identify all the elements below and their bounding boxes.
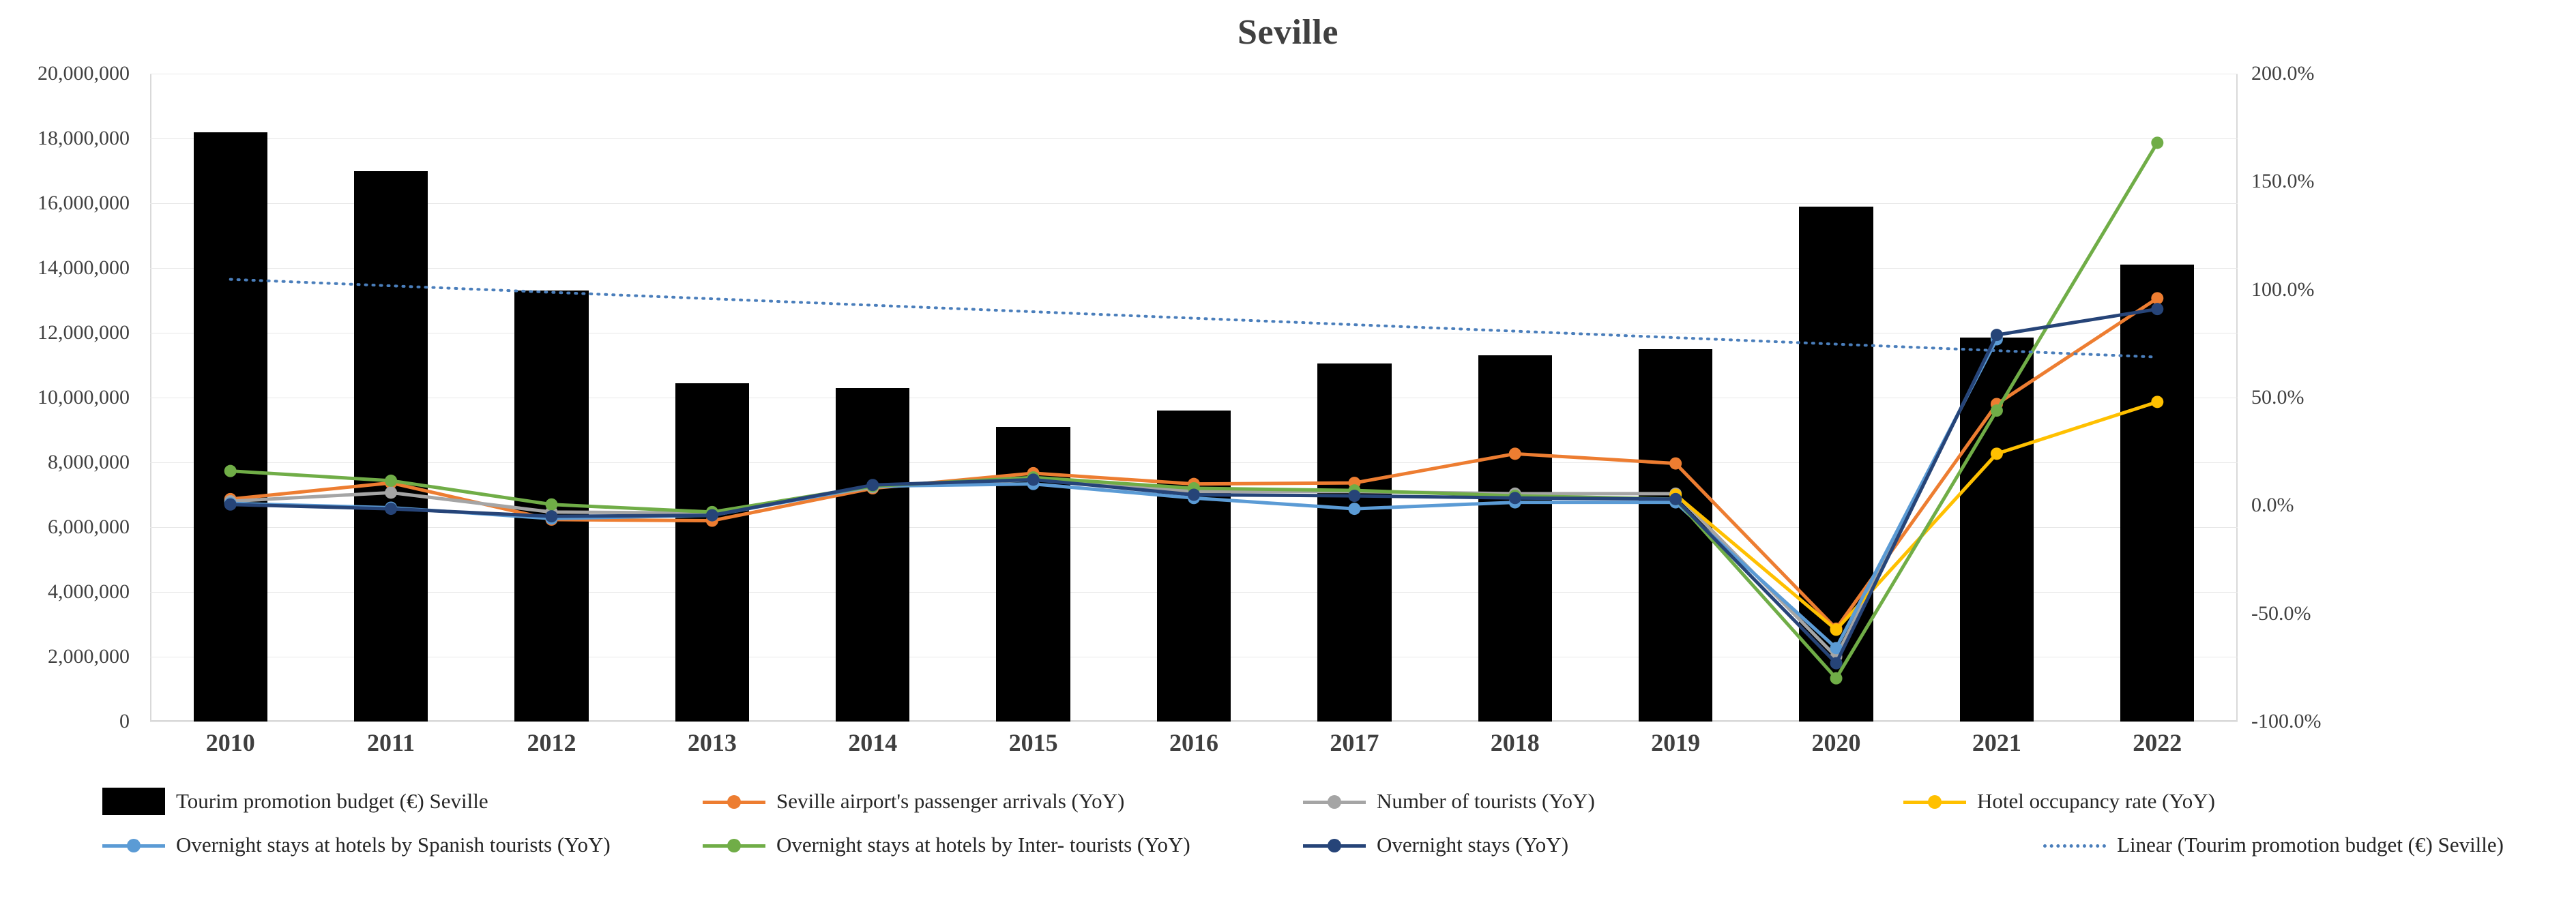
y-axis-right-tick-label: 50.0% [2251,386,2304,408]
y-axis-left-tick-label: 18,000,000 [38,127,130,149]
x-axis-tick-label: 2022 [2133,729,2182,756]
legend-label: Overnight stays (YoY) [1377,833,1569,857]
legend-label: Overnight stays at hotels by Inter- tourists (YoY) [776,833,1190,857]
legend-swatch [1903,790,1966,813]
line-series-layer [150,74,2238,722]
y-axis-left-tick-label: 4,000,000 [48,580,130,603]
series-point [1348,503,1360,515]
series-point [385,486,397,499]
legend-swatch-dotted-line [2043,844,2106,848]
y-axis-left-tick-label: 2,000,000 [48,645,130,668]
series-point [545,499,557,511]
y-axis-left-tick-label: 20,000,000 [38,62,130,85]
y-axis-left-tick-label: 14,000,000 [38,256,130,279]
legend-item[interactable] [1903,788,2504,815]
series-point [1830,657,1843,670]
legend-label: Overnight stays at hotels by Spanish tourists (YoY) [176,833,611,857]
y-axis-right-tick-label: 100.0% [2251,278,2315,301]
y-axis-right-tick-label: -100.0% [2251,710,2322,732]
series-point [385,475,397,487]
x-axis-tick-label: 2010 [205,729,255,756]
x-axis-tick-label: 2015 [1008,729,1058,756]
series-line [231,280,2158,357]
series-point [1509,447,1521,460]
legend-item[interactable] [102,833,703,857]
chart-title: Seville [1238,13,1338,52]
x-axis-tick-label: 2021 [1972,729,2021,756]
x-axis-tick-label: 2018 [1490,729,1540,756]
series-point [224,499,237,511]
legend-swatch-marker [727,839,741,852]
legend-swatch-marker [127,839,141,852]
series-line [231,340,1997,649]
series-point [1991,447,2003,460]
legend-swatch-marker [1328,795,1341,809]
plot-area [150,74,2238,722]
legend-swatch [703,790,765,813]
x-axis-tick-label: 2013 [687,729,737,756]
x-axis-tick-label: 2020 [1811,729,1861,756]
series-point [1509,492,1521,504]
legend-label: Tourim promotion budget (€) Seville [176,789,488,813]
legend-swatch-trendline [2043,833,2106,857]
legend-swatch [102,833,165,857]
series-point [1991,329,2003,341]
series-point [224,465,237,477]
x-axis-tick-label: 2014 [848,729,898,756]
y-axis-left-tick-label: 10,000,000 [38,386,130,408]
legend-item[interactable] [703,788,1303,815]
x-axis-tick-label: 2019 [1651,729,1701,756]
series-point [1348,490,1360,502]
legend-swatch-block [102,788,165,815]
series-point [706,509,718,522]
legend-swatch-marker [727,795,741,809]
series-point [385,503,397,515]
legend-swatch-marker [1328,839,1341,852]
series-point [1830,672,1843,685]
legend-swatch [1303,790,1366,813]
x-axis-tick-label: 2012 [527,729,576,756]
y-axis-left-tick-label: 0 [119,710,130,732]
y-axis-right-tick-label: -50.0% [2251,601,2311,625]
legend-swatch-marker [1928,795,1942,809]
legend-swatch [703,833,765,857]
y-axis-right-tick-label: 200.0% [2251,62,2315,85]
x-axis-tick-label: 2016 [1169,729,1218,756]
series-point [1830,623,1843,636]
legend-item[interactable] [102,788,703,815]
legend-swatch [1303,833,1366,857]
series-point [1027,473,1040,486]
legend-label: Hotel occupancy rate (YoY) [1977,789,2215,813]
legend-item[interactable] [703,833,1303,857]
y-axis-right-tick-label: 0.0% [2251,494,2294,517]
x-axis-tick-label: 2017 [1330,729,1379,756]
legend-label: Linear (Tourim promotion budget (€) Seville) [2117,833,2504,857]
series-point [866,479,879,491]
y-axis-right-tick-label: 150.0% [2251,170,2315,193]
series-point [2151,292,2163,304]
series-point [2151,396,2163,408]
series-point [545,510,557,522]
legend-item[interactable] [1303,788,1903,815]
y-axis-left-tick-label: 16,000,000 [38,192,130,214]
series-line [231,298,2158,628]
x-axis-tick-label: 2011 [367,729,415,756]
series-point [1991,404,2003,417]
chart-legend [102,788,2504,875]
series-point [1669,458,1682,470]
y-axis-left-tick-label: 12,000,000 [38,321,130,344]
y-axis-left-tick-label: 8,000,000 [48,451,130,473]
legend-label: Number of tourists (YoY) [1377,789,1595,813]
legend-label: Seville airport's passenger arrivals (YoY) [776,789,1125,813]
legend-row [102,788,2504,815]
series-point [1188,489,1200,501]
series-point [2151,303,2163,315]
series-point [1669,493,1682,505]
y-axis-left-tick-label: 6,000,000 [48,516,130,538]
legend-item[interactable] [2043,833,2504,857]
series-point [2151,136,2163,149]
legend-item[interactable] [1303,833,1903,857]
legend-row [102,833,2504,857]
